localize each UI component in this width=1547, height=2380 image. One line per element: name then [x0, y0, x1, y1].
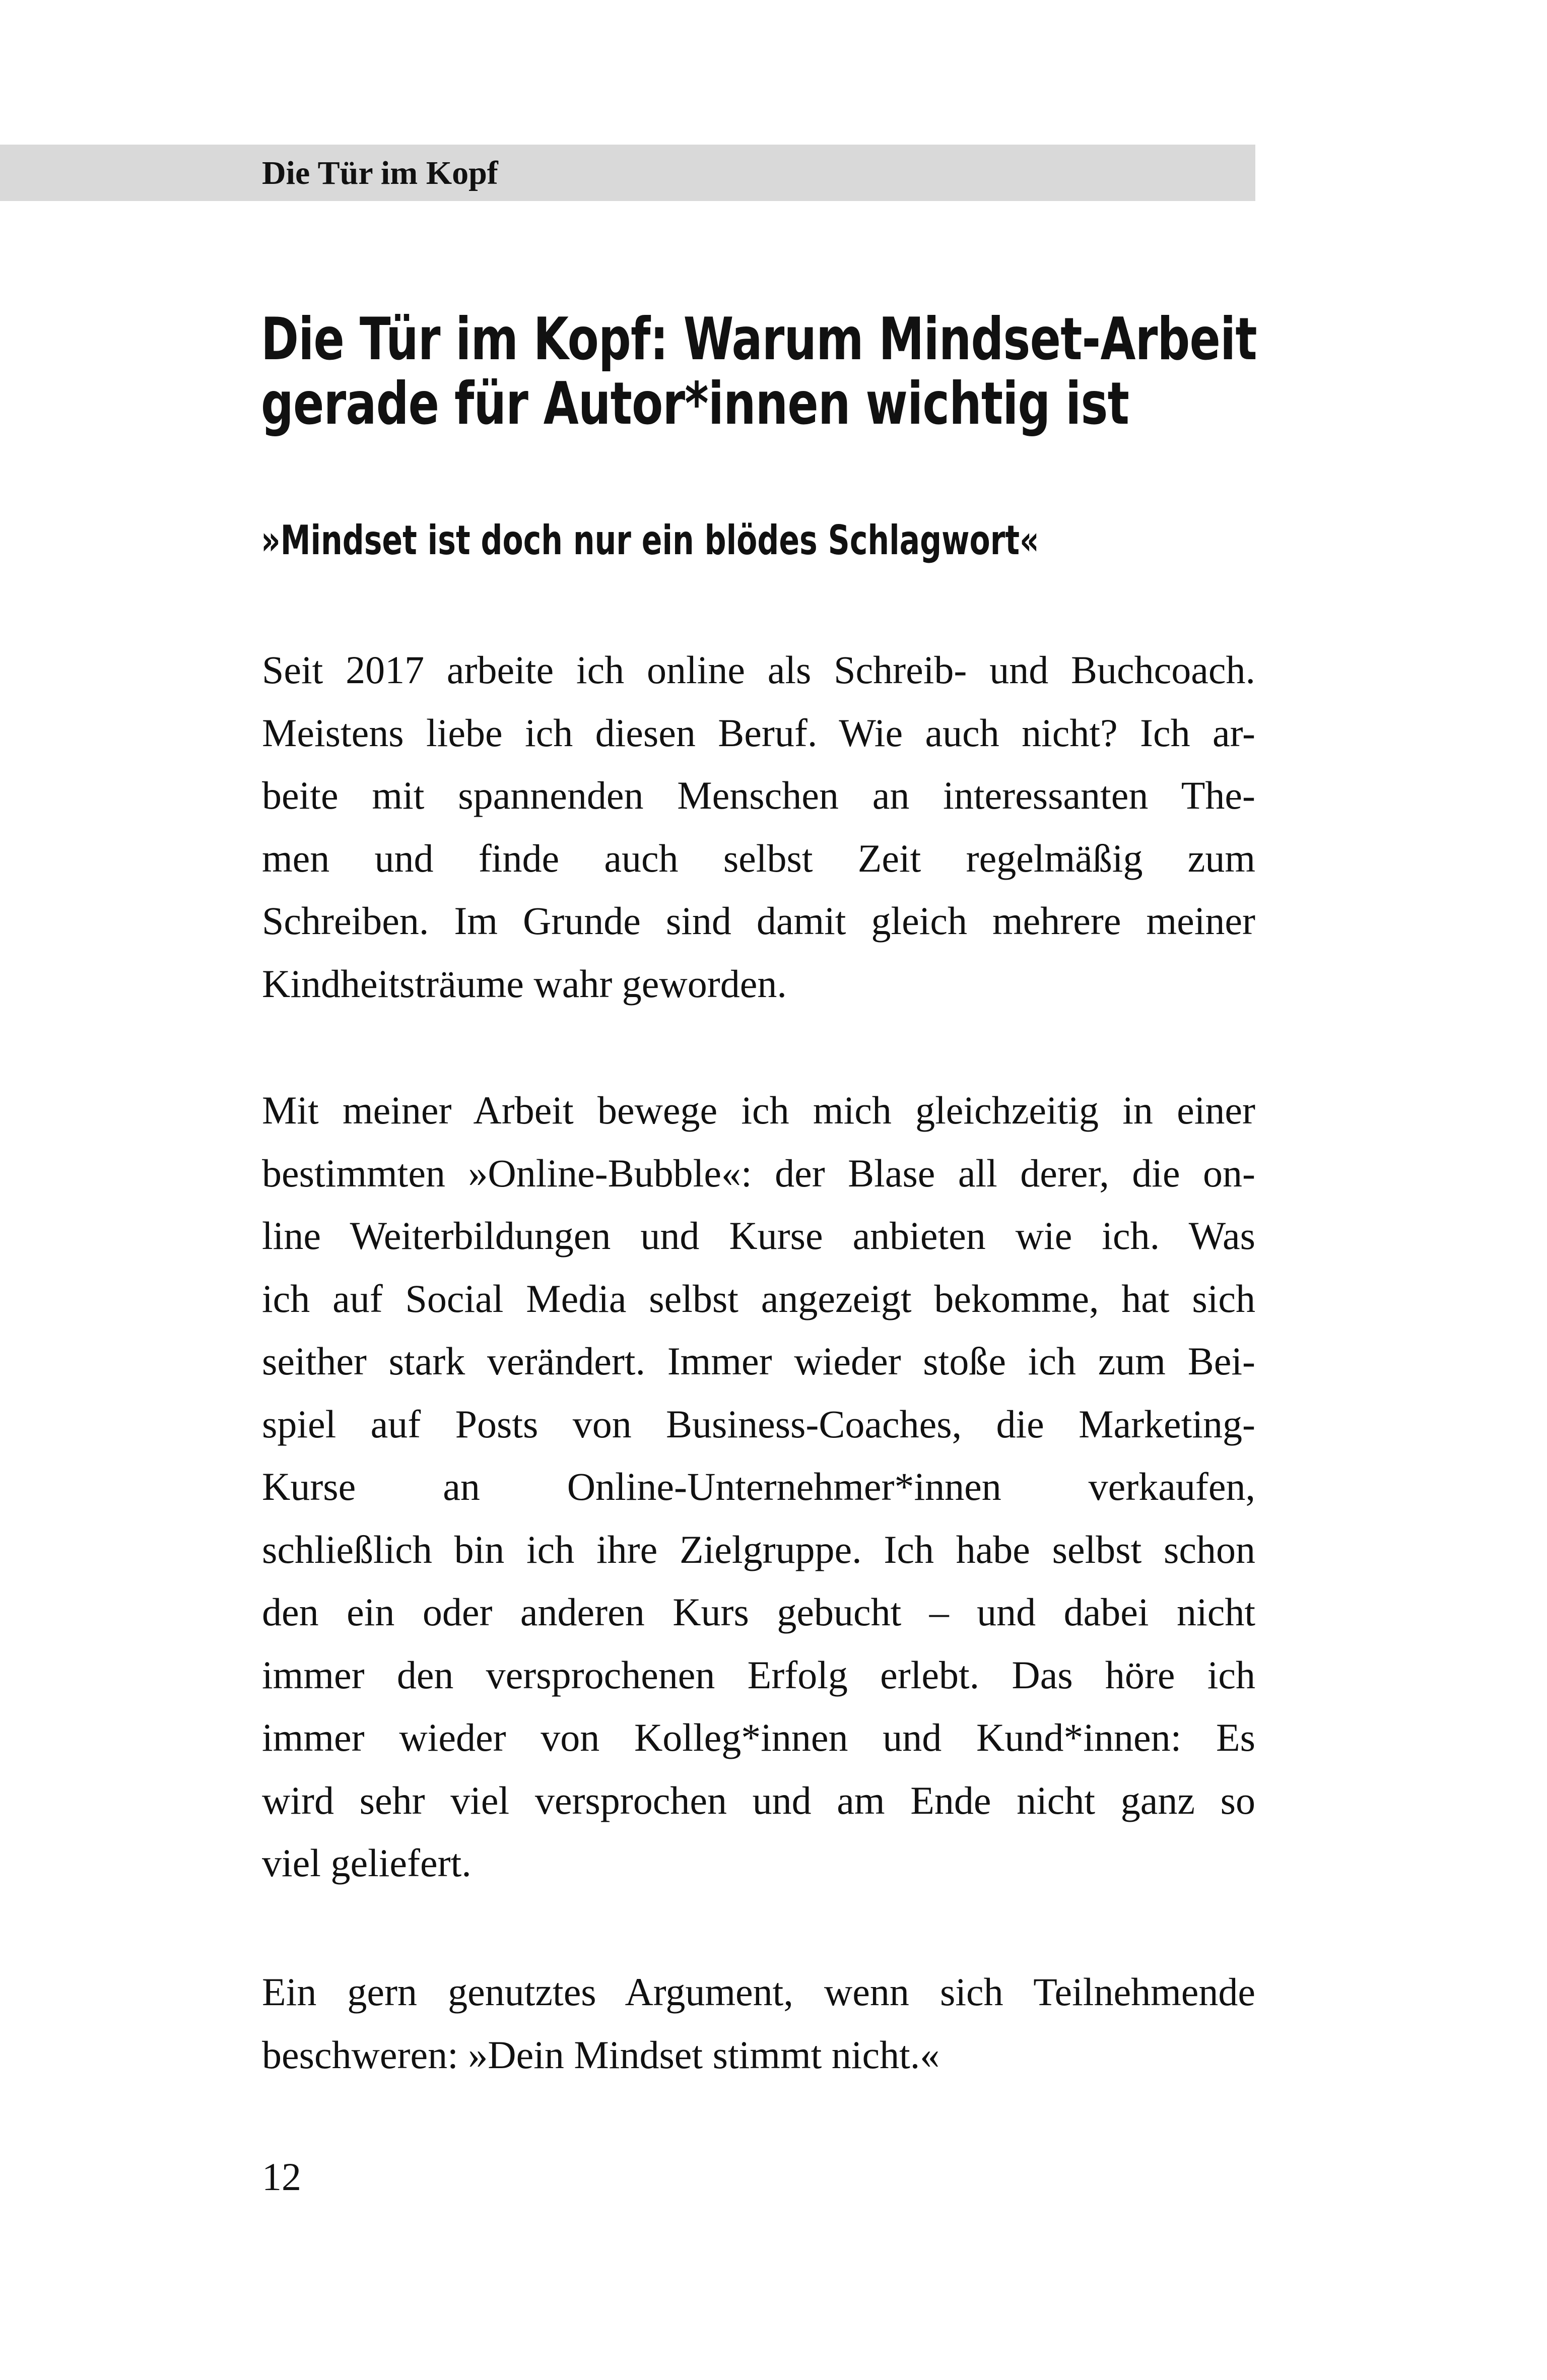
paragraph-line: Kindheitsträume wahr geworden. [262, 961, 787, 1006]
paragraph-line: seither stark verändert. Immer wieder stoße ich zum Bei- [262, 1339, 1255, 1383]
paragraph-line: Kurse an Online-Unternehmer*innen verkaufen, [262, 1465, 1255, 1508]
paragraph-line: Seit 2017 arbeite ich online als Schreib- und Buchcoach. [262, 648, 1255, 692]
running-header-bar [0, 145, 1255, 201]
paragraph-1 [262, 639, 1255, 1015]
paragraph-line: spiel auf Posts von Business-Coaches, die Marketing- [262, 1402, 1255, 1446]
paragraph-line: Ein gern genutztes Argument, wenn sich Teilnehmende [262, 1970, 1255, 2014]
paragraph-line: schließlich bin ich ihre Zielgruppe. Ich habe selbst schon [262, 1527, 1255, 1571]
chapter-title-line-2: gerade für Autor*innen wichtig ist [261, 370, 1129, 438]
paragraph-line: Mit meiner Arbeit bewege ich mich gleichzeitig in einer [262, 1088, 1255, 1132]
section-heading: »Mindset ist doch nur ein blödes Schlagwort« [261, 517, 1039, 564]
paragraph-line: immer wieder von Kolleg*innen und Kund*innen: Es [262, 1715, 1255, 1759]
paragraph-line: viel geliefert. [262, 1841, 472, 1885]
paragraph-line: Schreiben. Im Grunde sind damit gleich mehrere meiner [262, 899, 1255, 943]
paragraph-line: men und finde auch selbst Zeit regelmäßig zum [262, 836, 1255, 880]
paragraph-line: ich auf Social Media selbst angezeigt bekomme, hat sich [262, 1276, 1255, 1320]
paragraph-line: beschweren: »Dein Mindset stimmt nicht.« [262, 2032, 940, 2077]
paragraph-line: bestimmten »Online-Bubble«: der Blase all derer, die on- [262, 1151, 1255, 1195]
running-header-title: Die Tür im Kopf [262, 155, 498, 191]
paragraph-line: Meistens liebe ich diesen Beruf. Wie auch nicht? Ich ar- [262, 710, 1255, 755]
paragraph-line: wird sehr viel versprochen und am Ende nicht ganz so [262, 1778, 1255, 1822]
paragraph-3 [262, 1961, 1255, 2086]
paragraph-2 [262, 1079, 1255, 1895]
paragraph-line: line Weiterbildungen und Kurse anbieten wie ich. Was [262, 1214, 1255, 1258]
paragraph-line: immer den versprochenen Erfolg erlebt. Das höre ich [262, 1652, 1255, 1697]
paragraph-line: beite mit spannenden Menschen an interessanten The- [262, 773, 1255, 817]
page-number: 12 [262, 2155, 301, 2199]
chapter-title-line-1: Die Tür im Kopf: Warum Mindset-Arbeit [261, 305, 1257, 373]
chapter-title [261, 305, 1257, 438]
paragraph-line: den ein oder anderen Kurs gebucht – und dabei nicht [262, 1590, 1255, 1634]
